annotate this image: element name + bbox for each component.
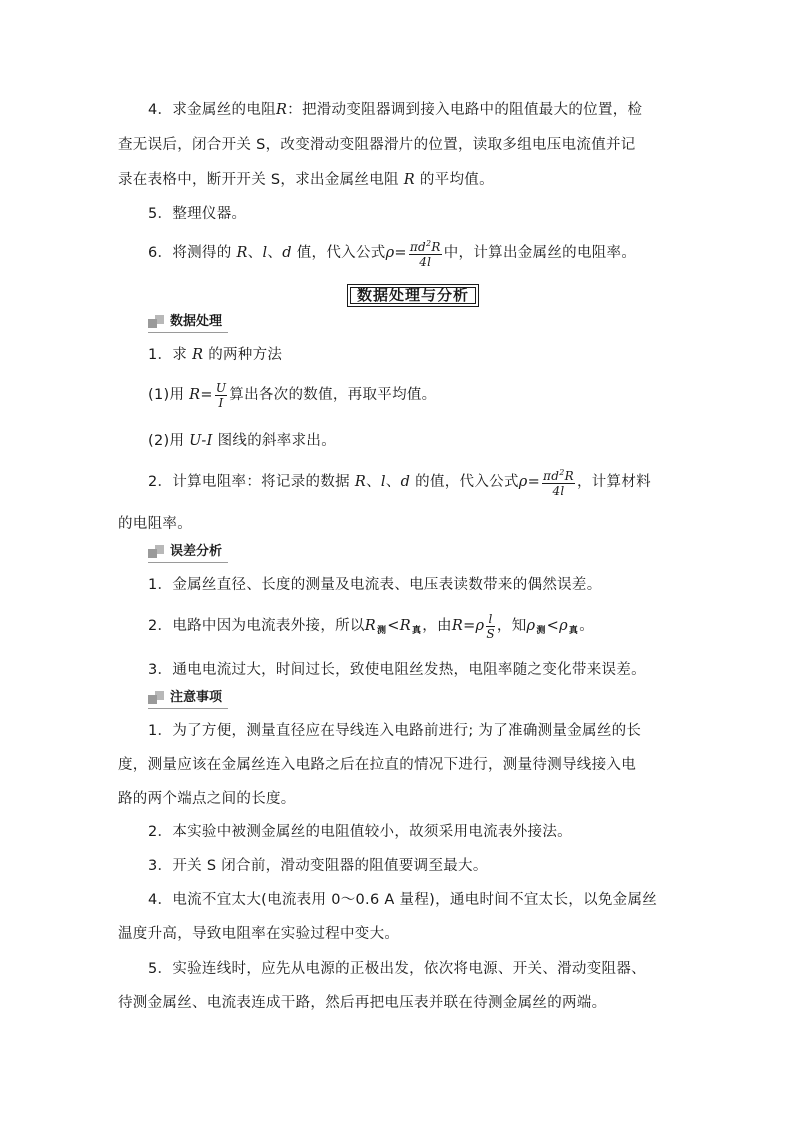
text: 1．求: [148, 347, 188, 363]
step4-line3: [118, 170, 678, 190]
symbol-R: R: [354, 474, 367, 490]
text: 1．为了方便，测量直径应在导线连入电路前进行; 为了准确测量金属丝的长: [148, 723, 642, 739]
text: 查无误后，闭合开关 S，改变滑动变阻器滑片的位置，读取多组电压电流值并记: [118, 137, 636, 153]
equals: =: [394, 245, 407, 261]
note-5-line1: [148, 959, 678, 979]
formula-fraction: [409, 237, 442, 269]
denominator: 4l: [419, 255, 432, 269]
text: 的平均值。: [419, 172, 494, 188]
dp-1: [148, 345, 678, 365]
equals: =: [200, 387, 213, 403]
text: 。: [579, 618, 595, 634]
symbol-R: R: [189, 387, 201, 403]
equals: =: [463, 618, 476, 634]
dp-5: [118, 514, 678, 534]
symbol-rho: ρ: [475, 618, 485, 634]
dp-4: [148, 465, 678, 499]
note-2: [148, 822, 678, 842]
note-4-line2: [118, 924, 678, 944]
section-marker-icon: [148, 545, 164, 559]
text: 的值，代入公式: [415, 474, 519, 490]
text: 4．求金属丝的电阻: [148, 102, 276, 118]
denominator: S: [486, 626, 495, 641]
text: ，由: [422, 618, 452, 634]
subscript-true: 真: [568, 626, 579, 636]
sep: 、: [247, 245, 263, 261]
text: 的电阻率。: [118, 516, 192, 532]
text: 路的两个端点之间的长度。: [118, 791, 296, 807]
symbol-UI: U-I: [189, 433, 213, 449]
note-1-line1: [148, 721, 678, 741]
note-1-line3: [118, 789, 678, 809]
numerator: πd: [409, 240, 427, 254]
denominator: I: [218, 395, 224, 410]
text: 2．计算电阻率：将记录的数据: [148, 474, 350, 490]
text: (1)用: [148, 387, 185, 403]
subscript-measured: 测: [376, 626, 387, 636]
fraction-U-over-I: [215, 381, 227, 410]
step5: [148, 204, 678, 224]
symbol-R: R: [236, 245, 248, 261]
dp-3: [148, 431, 678, 451]
symbol-R: R: [192, 347, 204, 363]
less-than: <: [387, 618, 400, 634]
section-title: 误差分析: [170, 544, 223, 559]
text: 2．电路中因为电流表外接，所以: [148, 618, 365, 634]
symbol-d: d: [400, 474, 411, 490]
text: 1．金属丝直径、长度的测量及电流表、电压表读数带来的偶然误差。: [148, 577, 602, 593]
text: 4．电流不宜太大(电流表用 0～0.6 A 量程)，通电时间不宜太长，以免金属丝: [148, 892, 658, 908]
text: 的两种方法: [208, 347, 283, 363]
section-title: 数据处理: [170, 314, 223, 329]
text: 温度升高，导致电阻率在实验过程中变大。: [118, 926, 400, 942]
numerator: U: [215, 380, 227, 395]
note-3: [148, 856, 678, 876]
note-4-line1: [148, 890, 678, 910]
symbol-d: d: [282, 245, 292, 261]
text: 3．通电电流过大，时间过长，致使电阻丝发热，电阻率随之变化带来误差。: [148, 662, 646, 678]
numerator: πd: [543, 469, 560, 483]
equals: =: [527, 474, 541, 490]
step4-line2: [118, 135, 678, 155]
sep: 、: [385, 474, 401, 490]
exponent: 2: [559, 468, 565, 477]
ea-1: [148, 575, 678, 595]
subscript-measured: 测: [536, 626, 546, 636]
section-marker-icon: [148, 691, 164, 705]
less-than: <: [546, 618, 560, 634]
symbol-R: R: [403, 172, 415, 188]
note-5-line2: [118, 993, 678, 1013]
step4-line1: [148, 100, 678, 120]
symbol-R: R: [451, 618, 464, 634]
denominator: 4l: [552, 484, 565, 498]
section-underline: [148, 708, 228, 709]
symbol-rho: ρ: [385, 245, 395, 261]
ea-3: [148, 660, 678, 680]
symbol-l: l: [262, 245, 268, 261]
section-banner: 数据处理与分析: [347, 284, 479, 307]
symbol-rho: ρ: [526, 618, 536, 634]
symbol-R: R: [399, 618, 411, 634]
text: (2)用: [148, 433, 185, 449]
ea-2: [148, 609, 678, 643]
step6: [148, 236, 678, 270]
note-1-line2: [118, 755, 678, 775]
dp-2: [148, 378, 678, 412]
section-title: 注意事项: [170, 690, 223, 705]
numerator-R: R: [431, 240, 441, 254]
text: ：把滑动变阻器调到接入电路中的阻值最大的位置，检: [287, 102, 643, 118]
text: 度，测量应该在金属丝连入电路之后在拉直的情况下进行，测量待测导线接入电: [118, 757, 636, 773]
text: 值，代入公式: [296, 245, 386, 261]
section-underline: [148, 562, 228, 563]
text: 5．实验连线时，应先从电源的正极出发，依次将电源、开关、滑动变阻器、: [148, 961, 646, 977]
text: 5．整理仪器。: [148, 206, 247, 222]
numerator: l: [486, 612, 495, 627]
sep: 、: [366, 474, 381, 490]
text: 6．将测得的: [148, 245, 232, 261]
numerator-R: R: [564, 469, 574, 483]
text: 3．开关 S 闭合前，滑动变阻器的阻值要调至最大。: [148, 858, 488, 874]
symbol-l: l: [380, 474, 386, 490]
formula-fraction: [542, 466, 575, 498]
fraction-l-over-S: [486, 612, 495, 641]
symbol-rho: ρ: [518, 474, 528, 490]
sep: 、: [267, 245, 283, 261]
section-marker-icon: [148, 315, 164, 329]
text: 算出各次的数值，再取平均值。: [229, 387, 437, 403]
text: ，计算材料: [576, 474, 651, 490]
text: ，知: [496, 618, 527, 634]
text: 中，计算出金属丝的电阻率。: [443, 245, 637, 261]
subscript-true: 真: [411, 626, 422, 636]
exponent: 2: [426, 239, 432, 248]
text: 图线的斜率求出。: [217, 433, 336, 449]
symbol-rho: ρ: [559, 618, 568, 634]
text: 录在表格中，断开开关 S，求出金属丝电阻: [118, 172, 399, 188]
text: 2．本实验中被测金属丝的电阻值较小，故须采用电流表外接法。: [148, 824, 572, 840]
text: 待测金属丝、电流表连成干路，然后再把电压表并联在待测金属丝的两端。: [118, 995, 607, 1011]
symbol-R: R: [364, 618, 376, 634]
section-underline: [148, 332, 228, 333]
symbol-R: R: [275, 102, 288, 118]
